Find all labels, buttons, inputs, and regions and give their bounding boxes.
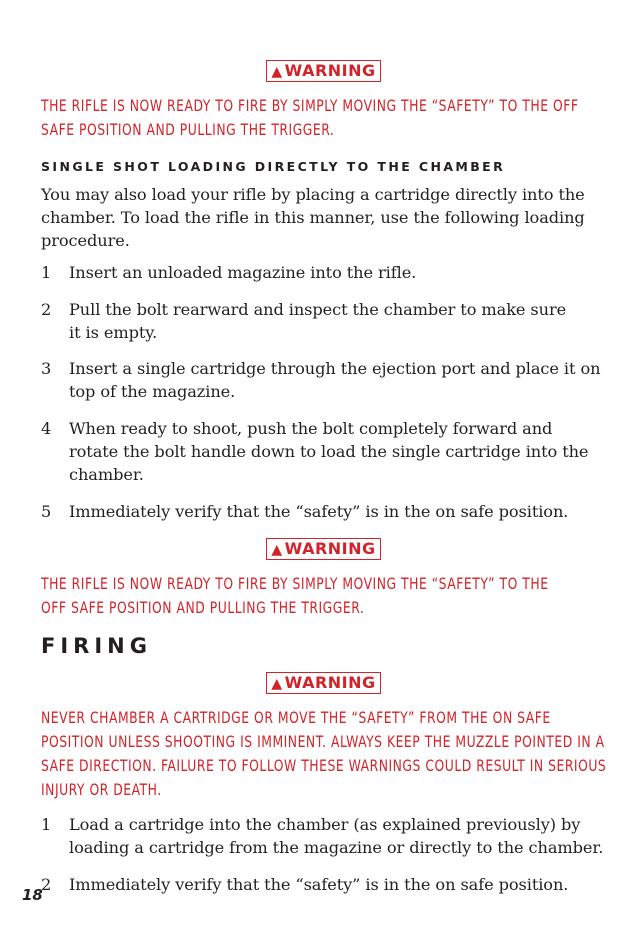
step-text: Insert an unloaded magazine into the rifle. <box>69 263 417 282</box>
warning-badge-3 <box>41 672 606 694</box>
warning-text-1: THE RIFLE IS NOW READY TO FIRE BY SIMPLY MOVING THE “SAFETY” TO THE OFF SAFE POSITION AND PULLING THE TRIGGER. <box>41 96 579 139</box>
warning-label-text: WARNING <box>284 673 376 692</box>
step-text: Pull the bolt rearward and inspect the chamber to make sure it is empty. <box>69 300 567 342</box>
list-item <box>41 261 606 284</box>
warning-badge-1 <box>41 60 606 82</box>
warning-label <box>266 60 380 82</box>
warning-triangle-icon: ▲ <box>271 676 283 692</box>
warning-label <box>266 672 380 694</box>
list-item <box>41 298 606 344</box>
step-number: 2 <box>41 300 52 319</box>
section-title: FIRING <box>41 634 152 658</box>
list-item <box>41 417 606 486</box>
step-text: Insert a single cartridge through the ejection port and place it on top of the magazine. <box>69 359 601 401</box>
warning-label-text: WARNING <box>284 61 376 80</box>
list-item <box>41 873 606 896</box>
step-number: 3 <box>41 359 52 378</box>
step-text: Immediately verify that the “safety” is in the on safe position. <box>69 875 569 894</box>
list-item <box>41 500 606 523</box>
step-number: 5 <box>41 502 52 521</box>
warning-triangle-icon: ▲ <box>271 542 283 558</box>
list-item <box>41 357 606 403</box>
subheading: SINGLE SHOT LOADING DIRECTLY TO THE CHAMBER <box>41 159 506 174</box>
step-number: 4 <box>41 419 52 438</box>
step-text: Load a cartridge into the chamber (as explained previously) by loading a cartridge from the magazine or directly to the chamber. <box>69 815 604 857</box>
step-number: 1 <box>41 263 52 282</box>
steps-list-firing <box>41 813 606 896</box>
steps-list-loading <box>41 261 606 523</box>
warning-badge-2 <box>41 538 606 560</box>
warning-text-2: THE RIFLE IS NOW READY TO FIRE BY SIMPLY MOVING THE “SAFETY” TO THE OFF SAFE POSITION AND PULLING THE TRIGGER. <box>41 574 549 617</box>
warning-triangle-icon: ▲ <box>271 64 283 80</box>
manual-page <box>41 60 606 896</box>
list-item <box>41 813 606 859</box>
warning-text-3: NEVER CHAMBER A CARTRIDGE OR MOVE THE “SAFETY” FROM THE ON SAFE POSITION UNLESS SHOOTING IS IMMINENT. ALWAYS KEEP THE MUZZLE POINTED IN A SAFE DIRECTION. FAILURE TO FOLLOW THESE WARNINGS COULD RESULT IN SERIOUS INJURY OR DEATH. <box>41 708 607 799</box>
warning-label <box>266 538 380 560</box>
page-number: 18 <box>22 886 43 904</box>
step-number: 2 <box>41 875 52 894</box>
step-text: Immediately verify that the “safety” is in the on safe position. <box>69 502 569 521</box>
step-text: When ready to shoot, push the bolt completely forward and rotate the bolt handle down to load the single cartridge into the chamber. <box>69 419 589 484</box>
intro-paragraph: You may also load your rifle by placing a cartridge directly into the chamber. To load the rifle in this manner, use the following loading procedure. <box>41 185 585 250</box>
step-number: 1 <box>41 815 52 834</box>
warning-label-text: WARNING <box>284 539 376 558</box>
